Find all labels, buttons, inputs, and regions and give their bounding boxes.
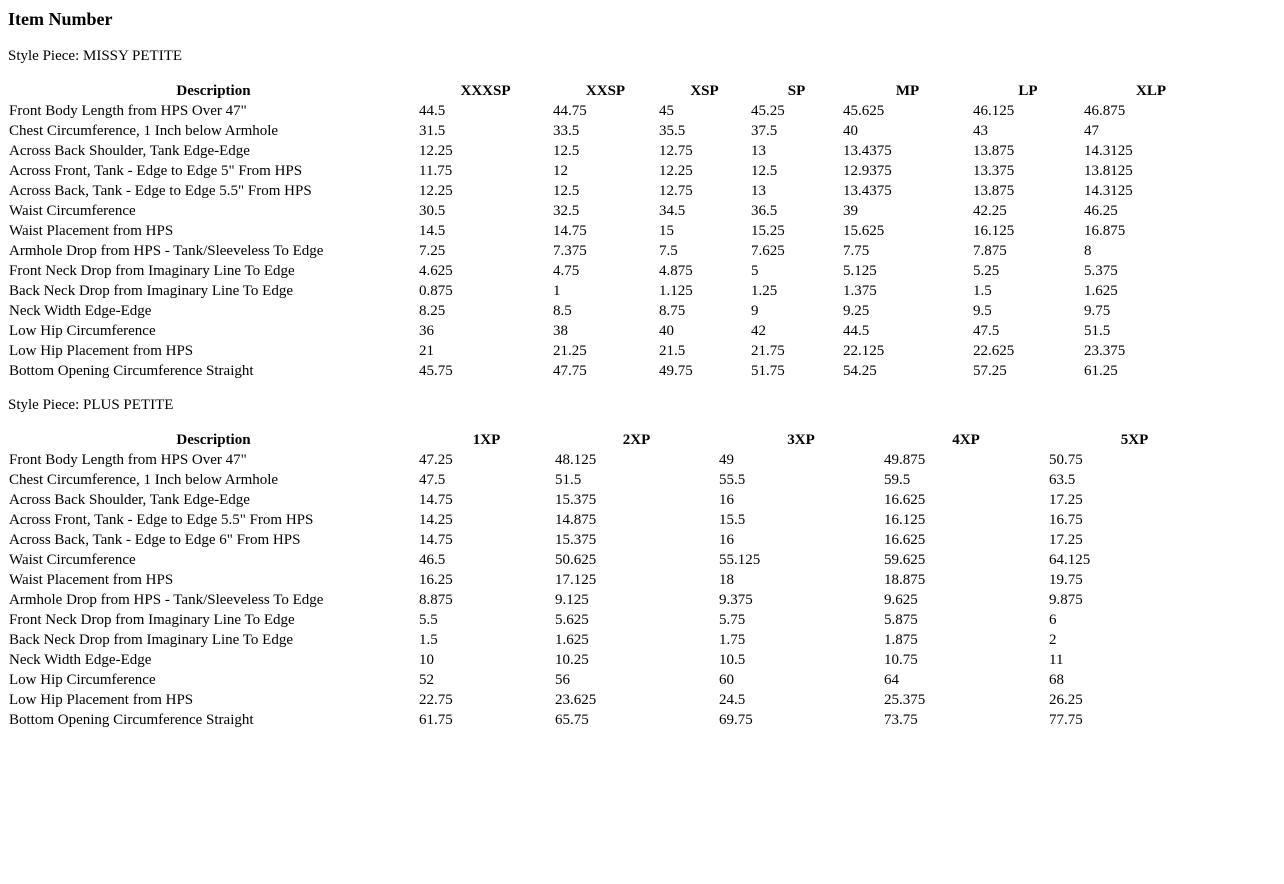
measurement-value: 68	[1049, 672, 1064, 688]
table-row	[8, 710, 1220, 730]
section-missy-petite	[8, 48, 1276, 381]
measurement-value: 7.375	[553, 243, 587, 259]
column-header-size: 1XP	[472, 432, 501, 448]
measurement-value: 5.75	[719, 612, 746, 628]
measurement-value: 47	[1084, 123, 1099, 139]
measurement-value: 18.875	[884, 572, 926, 588]
measurement-value: 10	[419, 652, 434, 668]
measurement-value: 8.75	[659, 303, 686, 319]
measurement-value: 1.625	[1084, 283, 1118, 299]
measurement-value: 13.4375	[843, 143, 892, 159]
measurement-value: 14.5	[419, 223, 446, 239]
measurement-value: 12.75	[659, 183, 693, 199]
measurement-value: 16.625	[884, 532, 926, 548]
table-row	[8, 121, 1218, 141]
table-row	[8, 690, 1220, 710]
measurement-value: 1.125	[659, 283, 693, 299]
measurement-value: 8.5	[553, 303, 572, 319]
measurement-value: 11.75	[419, 163, 453, 179]
measurement-value: 9.125	[555, 592, 589, 608]
measurement-value: 5.875	[884, 612, 918, 628]
column-header-size: XSP	[690, 83, 719, 99]
measurement-value: 42.25	[973, 203, 1007, 219]
column-header-size: LP	[1018, 83, 1038, 99]
measurement-value: 42	[751, 323, 766, 339]
measurement-value: 31.5	[419, 123, 446, 139]
table-row	[8, 321, 1218, 341]
table-row	[8, 550, 1220, 570]
measurement-value: 23.375	[1084, 343, 1126, 359]
measurement-value: 22.75	[419, 692, 453, 708]
measurement-value: 17.25	[1049, 492, 1083, 508]
measurement-value: 13.8125	[1084, 163, 1133, 179]
measurement-value: 13.4375	[843, 183, 892, 199]
measurement-value: 13.875	[973, 143, 1015, 159]
measurement-value: 12.25	[419, 143, 453, 159]
measurement-value: 16.125	[884, 512, 926, 528]
measurement-value: 0.875	[419, 283, 453, 299]
measurement-value: 25.375	[884, 692, 926, 708]
measurement-description: Neck Width Edge-Edge	[9, 652, 152, 668]
table-row	[8, 221, 1218, 241]
measurement-value: 46.25	[1084, 203, 1118, 219]
measurement-description: Front Neck Drop from Imaginary Line To Edge	[9, 263, 295, 279]
measurement-description: Bottom Opening Circumference Straight	[9, 363, 254, 379]
style-piece-label: Style Piece: MISSY PETITE	[8, 48, 183, 64]
measurement-description: Across Front, Tank - Edge to Edge 5.5" From HPS	[9, 512, 314, 528]
column-header-size: XXSP	[585, 83, 626, 99]
table-row	[8, 261, 1218, 281]
table-row	[8, 341, 1218, 361]
measurement-description: Low Hip Placement from HPS	[9, 692, 194, 708]
measurement-value: 64	[884, 672, 899, 688]
measurement-value: 16	[719, 492, 734, 508]
measurement-value: 1.25	[751, 283, 778, 299]
measurement-value: 47.75	[553, 363, 587, 379]
measurement-value: 77.75	[1049, 712, 1083, 728]
measurement-value: 12.5	[751, 163, 778, 179]
measurement-value: 61.25	[1084, 363, 1118, 379]
measurement-value: 51.5	[1084, 323, 1111, 339]
measurement-value: 69.75	[719, 712, 753, 728]
measurement-value: 57.25	[973, 363, 1007, 379]
table-row	[8, 590, 1220, 610]
measurement-value: 5.25	[973, 263, 1000, 279]
measurement-value: 49.75	[659, 363, 693, 379]
measurement-description: Chest Circumference, 1 Inch below Armhole	[9, 472, 279, 488]
column-header-size: 4XP	[952, 432, 980, 448]
measurement-value: 43	[973, 123, 988, 139]
measurement-value: 22.125	[843, 343, 885, 359]
table-row	[8, 301, 1218, 321]
measurement-description: Back Neck Drop from Imaginary Line To Edge	[9, 283, 293, 299]
measurement-description: Low Hip Placement from HPS	[9, 343, 194, 359]
measurement-description: Armhole Drop from HPS - Tank/Sleeveless To Edge	[9, 243, 324, 259]
measurement-value: 8.25	[419, 303, 446, 319]
measurement-value: 16.75	[1049, 512, 1083, 528]
measurement-value: 54.25	[843, 363, 877, 379]
measurement-value: 1.875	[884, 632, 918, 648]
measurement-value: 49	[719, 452, 734, 468]
measurement-description: Front Body Length from HPS Over 47"	[9, 103, 247, 119]
measurement-value: 50.75	[1049, 452, 1083, 468]
measurement-value: 5.125	[843, 263, 877, 279]
style-piece-label: Style Piece: PLUS PETITE	[8, 397, 174, 413]
table-row	[8, 670, 1220, 690]
table-header-row	[8, 81, 1218, 101]
measurement-description: Front Neck Drop from Imaginary Line To Edge	[9, 612, 295, 628]
measurement-description: Neck Width Edge-Edge	[9, 303, 152, 319]
measurement-description: Back Neck Drop from Imaginary Line To Edge	[9, 632, 293, 648]
measurement-value: 59.625	[884, 552, 926, 568]
measurement-value: 9	[751, 303, 759, 319]
measurement-value: 14.75	[553, 223, 587, 239]
measurement-value: 34.5	[659, 203, 686, 219]
measurement-value: 21.5	[659, 343, 686, 359]
measurement-value: 26.25	[1049, 692, 1083, 708]
table-row	[8, 181, 1218, 201]
measurement-value: 5.5	[419, 612, 438, 628]
measurement-value: 16	[719, 532, 734, 548]
measurement-description: Armhole Drop from HPS - Tank/Sleeveless To Edge	[9, 592, 324, 608]
measurement-value: 32.5	[553, 203, 580, 219]
measurement-value: 15.25	[751, 223, 785, 239]
measurement-value: 40	[843, 123, 858, 139]
measurement-value: 47.25	[419, 452, 453, 468]
measurement-value: 50.625	[555, 552, 597, 568]
measurement-value: 13.875	[973, 183, 1015, 199]
column-header-size: 3XP	[787, 432, 815, 448]
measurement-value: 9.375	[719, 592, 753, 608]
column-header-description: Description	[176, 83, 251, 99]
measurement-value: 17.125	[555, 572, 597, 588]
measurement-value: 45	[659, 103, 674, 119]
measurement-value: 13.375	[973, 163, 1015, 179]
measurement-value: 5.625	[555, 612, 589, 628]
table-row	[8, 510, 1220, 530]
table-row	[8, 630, 1220, 650]
measurement-value: 1.5	[419, 632, 438, 648]
measurement-value: 7.625	[751, 243, 785, 259]
measurement-description: Chest Circumference, 1 Inch below Armhole	[9, 123, 279, 139]
measurement-value: 13	[751, 143, 766, 159]
table-row	[8, 241, 1218, 261]
measurement-value: 47.5	[973, 323, 1000, 339]
measurement-value: 15	[659, 223, 674, 239]
measurement-value: 14.875	[555, 512, 597, 528]
table-row	[8, 530, 1220, 550]
measurement-value: 9.625	[884, 592, 918, 608]
measurement-value: 9.5	[973, 303, 992, 319]
measurement-value: 21.25	[553, 343, 587, 359]
table-row	[8, 490, 1220, 510]
measurement-value: 61.75	[419, 712, 453, 728]
measurement-table	[8, 81, 1218, 381]
measurement-description: Bottom Opening Circumference Straight	[9, 712, 254, 728]
measurement-value: 30.5	[419, 203, 446, 219]
table-row	[8, 281, 1218, 301]
table-row	[8, 201, 1218, 221]
measurement-value: 4.625	[419, 263, 453, 279]
column-header-description: Description	[176, 432, 251, 448]
column-header-size: SP	[787, 83, 806, 99]
measurement-value: 15.375	[555, 492, 597, 508]
measurement-value: 64.125	[1049, 552, 1091, 568]
measurement-description: Low Hip Circumference	[9, 323, 156, 339]
measurement-value: 55.125	[719, 552, 761, 568]
measurement-value: 37.5	[751, 123, 778, 139]
measurement-value: 45.25	[751, 103, 785, 119]
section-plus-petite	[8, 397, 1276, 730]
measurement-value: 21.75	[751, 343, 785, 359]
measurement-description: Waist Circumference	[9, 552, 136, 568]
table-row	[8, 650, 1220, 670]
measurement-value: 12.9375	[843, 163, 892, 179]
page-title: Item Number	[8, 9, 113, 29]
measurement-value: 44.75	[553, 103, 587, 119]
table-header-row	[8, 430, 1220, 450]
measurement-table	[8, 430, 1220, 730]
measurement-value: 24.5	[719, 692, 746, 708]
measurement-value: 36	[419, 323, 434, 339]
measurement-value: 16.125	[973, 223, 1015, 239]
measurement-value: 56	[555, 672, 570, 688]
measurement-value: 12.25	[419, 183, 453, 199]
measurement-value: 12.75	[659, 143, 693, 159]
measurement-value: 15.625	[843, 223, 885, 239]
measurement-value: 14.75	[419, 492, 453, 508]
measurement-value: 47.5	[419, 472, 446, 488]
measurement-value: 55.5	[719, 472, 746, 488]
table-row	[8, 161, 1218, 181]
measurement-value: 45.625	[843, 103, 885, 119]
measurement-value: 15.5	[719, 512, 746, 528]
measurement-value: 8.875	[419, 592, 453, 608]
measurement-value: 5.375	[1084, 263, 1118, 279]
measurement-value: 48.125	[555, 452, 597, 468]
measurement-value: 9.25	[843, 303, 870, 319]
measurement-value: 8	[1084, 243, 1092, 259]
measurement-value: 23.625	[555, 692, 597, 708]
table-row	[8, 141, 1218, 161]
measurement-value: 10.5	[719, 652, 746, 668]
measurement-value: 44.5	[419, 103, 446, 119]
measurement-value: 10.75	[884, 652, 918, 668]
measurement-value: 14.25	[419, 512, 453, 528]
table-row	[8, 470, 1220, 490]
measurement-value: 1.75	[719, 632, 746, 648]
measurement-value: 21	[419, 343, 434, 359]
measurement-value: 1.375	[843, 283, 877, 299]
measurement-value: 35.5	[659, 123, 686, 139]
measurement-value: 46.875	[1084, 103, 1126, 119]
measurement-value: 5	[751, 263, 759, 279]
measurement-value: 9.875	[1049, 592, 1083, 608]
measurement-value: 46.5	[419, 552, 446, 568]
measurement-value: 16.625	[884, 492, 926, 508]
measurement-value: 4.75	[553, 263, 580, 279]
measurement-value: 73.75	[884, 712, 918, 728]
measurement-value: 51.75	[751, 363, 785, 379]
measurement-value: 45.75	[419, 363, 453, 379]
measurement-value: 1.625	[555, 632, 589, 648]
measurement-description: Waist Placement from HPS	[9, 223, 174, 239]
measurement-description: Across Back Shoulder, Tank Edge-Edge	[9, 143, 250, 159]
table-row	[8, 450, 1220, 470]
measurement-value: 63.5	[1049, 472, 1076, 488]
table-row	[8, 610, 1220, 630]
measurement-value: 59.5	[884, 472, 911, 488]
table-row	[8, 361, 1218, 381]
measurement-description: Across Front, Tank - Edge to Edge 5" From HPS	[9, 163, 303, 179]
measurement-value: 11	[1049, 652, 1064, 668]
measurement-value: 46.125	[973, 103, 1015, 119]
measurement-value: 15.375	[555, 532, 597, 548]
measurement-value: 7.875	[973, 243, 1007, 259]
measurement-value: 9.75	[1084, 303, 1111, 319]
column-header-size: XLP	[1136, 83, 1166, 99]
measurement-description: Front Body Length from HPS Over 47"	[9, 452, 247, 468]
measurement-value: 1.5	[973, 283, 992, 299]
measurement-value: 7.25	[419, 243, 446, 259]
measurement-value: 51.5	[555, 472, 582, 488]
column-header-size: MP	[895, 83, 920, 99]
measurement-value: 39	[843, 203, 858, 219]
measurement-value: 33.5	[553, 123, 580, 139]
measurement-value: 38	[553, 323, 568, 339]
measurement-value: 19.75	[1049, 572, 1083, 588]
measurement-value: 49.875	[884, 452, 926, 468]
measurement-value: 44.5	[843, 323, 870, 339]
table-row	[8, 570, 1220, 590]
measurement-value: 40	[659, 323, 674, 339]
measurement-description: Across Back, Tank - Edge to Edge 5.5" From HPS	[9, 183, 312, 199]
measurement-value: 16.25	[419, 572, 453, 588]
table-row	[8, 101, 1218, 121]
measurement-value: 14.3125	[1084, 143, 1133, 159]
measurement-description: Across Back Shoulder, Tank Edge-Edge	[9, 492, 250, 508]
measurement-value: 1	[553, 283, 561, 299]
measurement-value: 12.25	[659, 163, 693, 179]
column-header-size: 2XP	[622, 432, 651, 448]
column-header-size: XXXSP	[460, 83, 511, 99]
measurement-value: 17.25	[1049, 532, 1083, 548]
measurement-description: Waist Circumference	[9, 203, 136, 219]
column-header-size: 5XP	[1120, 432, 1149, 448]
measurement-value: 22.625	[973, 343, 1015, 359]
measurement-value: 13	[751, 183, 766, 199]
measurement-value: 2	[1049, 632, 1057, 648]
measurement-value: 65.75	[555, 712, 589, 728]
measurement-value: 14.75	[419, 532, 453, 548]
measurement-value: 16.875	[1084, 223, 1126, 239]
measurement-value: 6	[1049, 612, 1057, 628]
measurement-value: 52	[419, 672, 434, 688]
measurement-value: 7.75	[843, 243, 870, 259]
measurement-description: Low Hip Circumference	[9, 672, 156, 688]
measurement-value: 12	[553, 163, 568, 179]
measurement-value: 36.5	[751, 203, 778, 219]
measurement-description: Waist Placement from HPS	[9, 572, 174, 588]
measurement-value: 7.5	[659, 243, 678, 259]
measurement-value: 12.5	[553, 143, 580, 159]
measurement-value: 4.875	[659, 263, 693, 279]
measurement-value: 60	[719, 672, 734, 688]
measurement-value: 10.25	[555, 652, 589, 668]
measurement-value: 14.3125	[1084, 183, 1133, 199]
measurement-value: 12.5	[553, 183, 580, 199]
measurement-description: Across Back, Tank - Edge to Edge 6" From HPS	[9, 532, 301, 548]
measurement-value: 18	[719, 572, 734, 588]
